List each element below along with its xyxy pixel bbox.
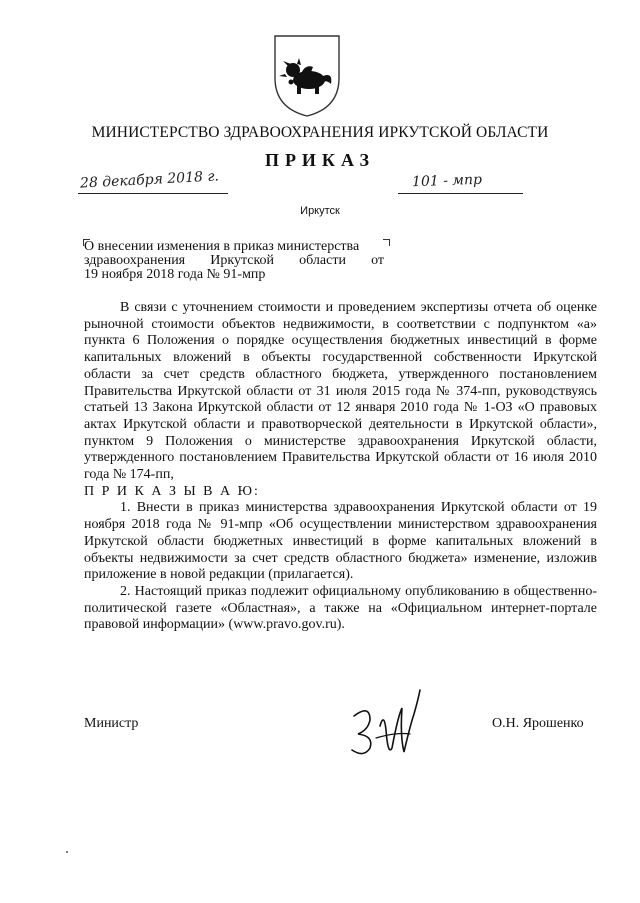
number-underline — [398, 193, 523, 194]
signer-position: Министр — [84, 716, 139, 731]
order-item-1: 1. Внести в приказ министерства здравоохранения Иркутской области от 19 ноября 2018 года № 91-мпр «Об осуществлении министерством здравоохранения Иркутской области бюджетных инвестиций в форме капитальных вложений в объекты недвижимости за счет средств областного бюджета» изменение, изложив приложение в новой редакции (прилагается). — [84, 500, 597, 583]
scan-speck — [66, 851, 68, 853]
document-date: 28 декабря 2018 г. — [79, 168, 220, 192]
ministry-name: МИНИСТЕРСТВО ЗДРАВООХРАНЕНИЯ ИРКУТСКОЙ ОБЛАСТИ — [91, 124, 549, 141]
order-heading-text: П Р И К А З Ы В А Ю: — [84, 483, 260, 499]
document-body — [84, 300, 597, 634]
subject-bracket-right — [383, 239, 390, 246]
coat-of-arms-icon — [271, 34, 343, 118]
document-title: ПРИКАЗ — [264, 150, 376, 170]
document-subject — [84, 240, 384, 282]
subject-line-3: 19 ноября 2018 года № 91-мпр — [84, 267, 266, 282]
order-item-2: 2. Настоящий приказ подлежит официальному опубликованию в общественно-политической газете «Областная», а также на «Официальном интернет-портале правовой информации» (www.pravo.gov.ru). — [84, 583, 597, 633]
subject-line-1: О внесении изменения в приказ министерства — [84, 239, 360, 254]
order-heading — [84, 484, 597, 501]
date-underline — [78, 193, 228, 194]
city-label: Иркутск — [300, 205, 340, 217]
preamble-paragraph: В связи с уточнением стоимости и проведением экспертизы отчета об оценке рыночной стоимости объектов недвижимости, в соответствии с подпунктом «а» пункта 6 Положения о порядке осуществления бюджетных инвестиций в форме капитальных вложений в объекты государственной собственности Иркутской области за счет средств областного бюджета, утвержденного постановлением Правительства Иркутской области от 31 июля 2015 года № 374-пп, руководствуясь статьей 13 Закона Иркутской области от 12 января 2010 года № 1-ОЗ «О правовых актах Иркутской области и правотворческой деятельности в Иркутской области», пунктом 9 Положения о министерстве здравоохранения Иркутской области, утвержденного постановлением Правительства Иркутской области от 16 июля 2010 года № 174-пп, — [84, 300, 597, 483]
signer-name: О.Н. Ярошенко — [492, 716, 584, 731]
signature-image — [340, 686, 432, 768]
document-number: 101 - мпр — [411, 171, 483, 191]
subject-line-2: здравоохранения Иркутской области от — [84, 253, 384, 268]
